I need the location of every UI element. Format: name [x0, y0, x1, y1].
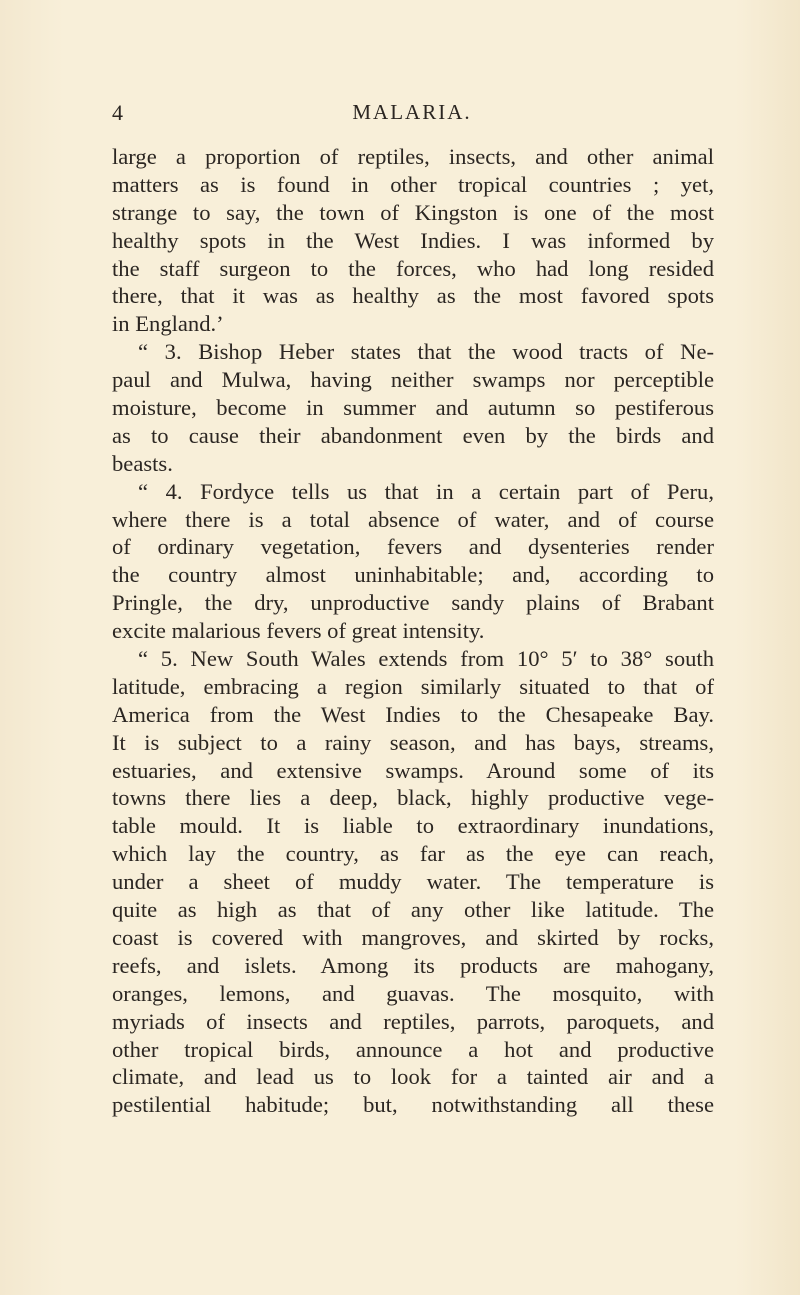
text-line: the country almost uninhabitable; and, according to	[112, 562, 714, 588]
text-line: reefs, and islets. Among its products are mahogany,	[112, 952, 714, 978]
page-header	[112, 100, 712, 134]
text-line: table mould. It is liable to extraordinary inundations,	[112, 813, 714, 839]
text-line: there, that it was as healthy as the most favored spots	[112, 283, 714, 309]
text-line: other tropical birds, announce a hot and productive	[112, 1036, 714, 1062]
running-title: MALARIA.	[352, 100, 472, 124]
text-line: towns there lies a deep, black, highly productive vege-	[112, 785, 714, 811]
text-line: strange to say, the town of Kingston is one of the most	[112, 199, 714, 225]
text-line: pestilential habitude; but, notwithstanding all these	[112, 1092, 714, 1118]
text-line: healthy spots in the West Indies. I was informed by	[112, 227, 714, 253]
text-line: beasts.	[112, 450, 173, 476]
text-line: under a sheet of muddy water. The temperature is	[112, 869, 714, 895]
text-line: as to cause their abandonment even by the birds and	[112, 422, 714, 448]
text-line: the staff surgeon to the forces, who had long resided	[112, 255, 714, 281]
text-line: myriads of insects and reptiles, parrots, paroquets, and	[112, 1008, 714, 1034]
text-line: estuaries, and extensive swamps. Around some of its	[112, 757, 714, 783]
text-line: “ 5. New South Wales extends from 10° 5′ to 38° south	[138, 646, 714, 672]
text-line: America from the West Indies to the Chesapeake Bay.	[112, 701, 714, 727]
text-line: excite malarious fevers of great intensity.	[112, 618, 485, 644]
text-line: large a proportion of reptiles, insects, and other animal	[112, 144, 714, 169]
text-line: “ 3. Bishop Heber states that the wood tracts of Ne-	[138, 339, 714, 365]
text-line: where there is a total absence of water, and of course	[112, 506, 714, 532]
page-number: 4	[112, 100, 124, 125]
text-line: quite as high as that of any other like latitude. The	[112, 897, 714, 923]
text-line: It is subject to a rainy season, and has bays, streams,	[112, 729, 714, 755]
text-line: coast is covered with mangroves, and skirted by rocks,	[112, 924, 714, 950]
text-line: latitude, embracing a region similarly situated to that of	[112, 673, 714, 699]
text-line: “ 4. Fordyce tells us that in a certain part of Peru,	[138, 478, 714, 504]
body-text	[112, 143, 714, 1119]
text-line: matters as is found in other tropical countries ; yet,	[112, 171, 714, 197]
text-line: climate, and lead us to look for a tainted air and a	[112, 1064, 714, 1090]
text-line: oranges, lemons, and guavas. The mosquito, with	[112, 980, 714, 1006]
text-line: in England.’	[112, 311, 224, 337]
text-line: moisture, become in summer and autumn so pestiferous	[112, 395, 714, 421]
text-line: paul and Mulwa, having neither swamps nor perceptible	[112, 367, 714, 393]
text-line: which lay the country, as far as the eye can reach,	[112, 841, 714, 867]
text-line: of ordinary vegetation, fevers and dysenteries render	[112, 534, 714, 560]
text-line: Pringle, the dry, unproductive sandy plains of Brabant	[112, 590, 714, 616]
